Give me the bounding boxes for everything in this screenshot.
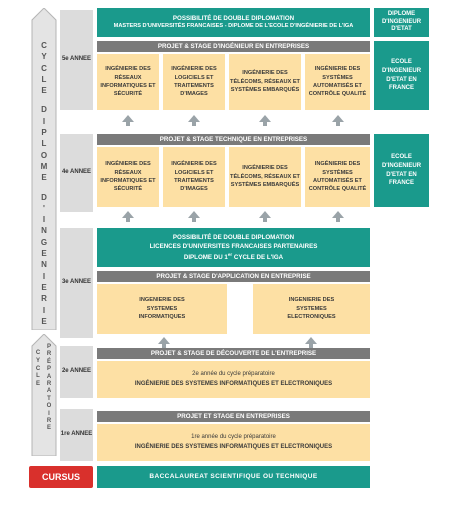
row4-spec-3-text: INGÉNIERIE DES TÉLÉCOMS, RÉSEAUX ET SYSTÈMES EMBARQUÉS [230, 165, 300, 189]
row4-spec-1 [97, 147, 159, 207]
row4-spec-2-text: INGÉNIERIE DES LOGICIELS ET TRAITEMENTS D'IMAGES [171, 161, 217, 193]
row5-header-line1: POSSIBILITÉ DE DOUBLE DIPLOMATION [172, 14, 295, 22]
row5-school-box [374, 41, 429, 110]
row5-spec-4-text: INGÉNIERIE DES SYSTÈMES AUTOMATISÉS ET CONTRÔLE QUALITÉ [308, 66, 367, 98]
row4-school-box [374, 134, 429, 207]
row1-content [97, 424, 370, 461]
row3-header-line3-sup: er [227, 251, 233, 257]
row3-header-line2: LICENCES D'UNIVERSITES FRANCAISES PARTENAIRES [149, 243, 318, 251]
year-2-label: 2e ANNEE [61, 368, 92, 375]
row1-line2: INGÉNIERIE DES SYSTEMES INFORMATIQUES ET ELECTRONIQUES [134, 443, 333, 450]
arrow-up-icon [305, 337, 317, 348]
row3-header-line1: POSSIBILITÉ DE DOUBLE DIPLOMATION [172, 234, 295, 242]
arrow-up-icon [259, 211, 271, 222]
row5-spec-1-text: INGÉNIERIE DES RÉSEAUX INFORMATIQUES ET SÉCURITÉ [100, 66, 156, 98]
row3-spec-2 [253, 284, 370, 334]
arrow-up-icon [188, 115, 200, 126]
arrow-up-icon [332, 115, 344, 126]
year-2-box [60, 346, 93, 398]
row4-spec-1-text: INGÉNIERIE DES RÉSEAUX INFORMATIQUES ET SÉCURITÉ [100, 161, 156, 193]
row3-spec-1 [97, 284, 227, 334]
row5-spec-1 [97, 54, 159, 110]
year-3-box [60, 228, 93, 338]
year-1-box [60, 409, 93, 461]
row5-band: PROJET & STAGE D'INGÉNIEUR EN ENTREPRISES [97, 41, 370, 52]
row5-spec-2 [163, 54, 225, 110]
row2-band: PROJET & STAGE DE DÉCOUVERTE DE L'ENTREPRISE [97, 348, 370, 359]
arrow-up-icon [332, 211, 344, 222]
row3-spec-1-text: INGENIERIE DES SYSTEMES INFORMATIQUES [138, 297, 186, 321]
row4-spec-2 [163, 147, 225, 207]
year-4-label: 4e ANNEE [61, 169, 92, 176]
row4-band: PROJET & STAGE TECHNIQUE EN ENTREPRISES [97, 134, 370, 145]
row4-spec-4 [305, 147, 370, 207]
arrow-up-icon [122, 211, 134, 222]
cycle-label: C Y C L E [35, 350, 41, 388]
arrow-up-icon [158, 337, 170, 348]
row3-header-line3-post: CYCLE DE L'IGA [232, 253, 284, 261]
row4-spec-3 [229, 147, 301, 207]
row5-diploma-text: DIPLOME D'INGENIEUR D'ETAT [381, 10, 422, 33]
arrow-up-icon [188, 211, 200, 222]
cycle-ingenierie-label: C Y C L E D I P L O M E D ' I N G E N I E R I E [40, 41, 48, 326]
row3-header-line3 [97, 252, 370, 262]
row4-spec-4-text: INGÉNIERIE DES SYSTÈMES AUTOMATISÉS ET CONTRÔLE QUALITÉ [308, 161, 367, 193]
double-diplomation-masters-header [97, 8, 370, 37]
preparatoire-label: P R É P A R A T O I R E [46, 344, 52, 432]
row5-spec-3 [229, 54, 301, 110]
row4-school-text: ECOLE D'INGENIEUR D'ETAT EN FRANCE [381, 154, 422, 187]
cursus-badge: CURSUS [29, 466, 93, 488]
row3-band: PROJET & STAGE D'APPLICATION EN ENTREPRISE [97, 271, 370, 282]
row5-spec-4 [305, 54, 370, 110]
double-diplomation-licences-header [97, 228, 370, 267]
row5-spec-3-text: INGÉNIERIE DES TÉLÉCOMS, RÉSEAUX ET SYSTÈMES EMBARQUÉS [230, 70, 300, 94]
row2-content [97, 361, 370, 398]
arrow-up-icon [122, 115, 134, 126]
year-5-box [60, 10, 93, 110]
row2-line1: 2e année du cycle préparatoire [192, 370, 275, 377]
year-5-label: 5e ANNEE [61, 56, 92, 63]
row5-header-line2: MASTERS D'UNIVERSITÉS FRANCAISES - DIPLOME DE L'ECOLE D'INGÉNIERIE DE L'IGA [113, 22, 354, 29]
year-4-box [60, 134, 93, 212]
row3-header-line3-pre: DIPLOME DU 1 [183, 253, 228, 261]
year-3-label: 3e ANNEE [61, 279, 92, 286]
row1-band: PROJET ET STAGE EN ENTREPRISES [97, 411, 370, 422]
year-1-label: 1re ANNEE [60, 431, 93, 438]
arrow-up-icon [259, 115, 271, 126]
row2-line2: INGÉNIERIE DES SYSTEMES INFORMATIQUES ET ELECTRONIQUES [134, 380, 333, 387]
row1-line1: 1re année du cycle préparatoire [191, 433, 276, 440]
diplome-ingenieur-etat-box [374, 8, 429, 37]
baccalaureat-bar: BACCALAUREAT SCIENTIFIQUE OU TECHNIQUE [97, 466, 370, 488]
row5-school-text: ECOLE D'INGENIEUR D'ETAT EN FRANCE [381, 59, 422, 92]
row5-spec-2-text: INGÉNIERIE DES LOGICIELS ET TRAITEMENTS D'IMAGES [171, 66, 217, 98]
row3-spec-2-text: INGENIERIE DES SYSTEMES ELECTRONIQUES [287, 297, 336, 321]
